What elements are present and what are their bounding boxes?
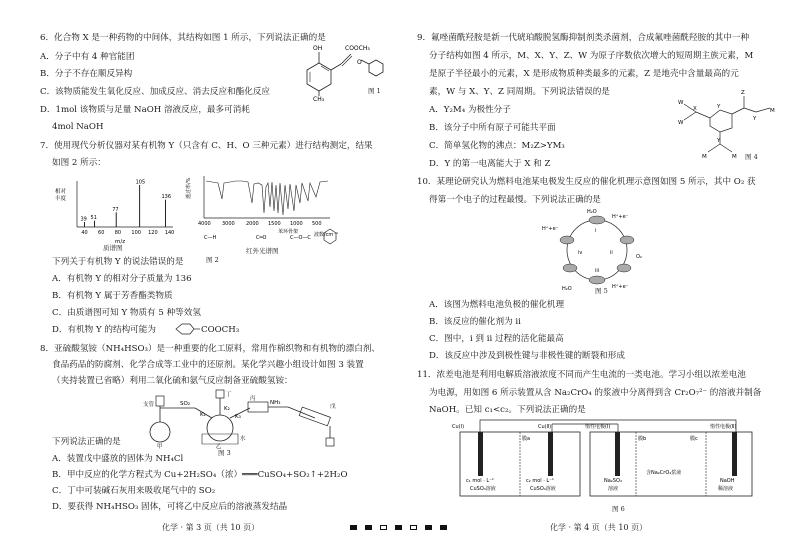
ir-benzene-icon [320,225,342,247]
q11-membrane-b: 膜b [638,436,647,442]
q11-stem-cont2: NaOH。已知 c₁<c₂。下列说法正确的是 [429,405,586,415]
ms-peak-label-39: 39 [80,216,87,223]
q11-sol1-name: CuSO₄溶液 [470,486,496,492]
ir-group-3: C—O—C [290,235,311,241]
ms-tick-40: 40 [81,230,88,236]
q7-option-d: D．有机物 Y 的结构可能为 [52,325,156,335]
ir-group-1: C═O [256,235,267,241]
ms-tick-100: 100 [131,230,141,236]
q9-figure-caption: 图 4 [745,153,758,161]
q8-option-d: D．要获得 NH₄HSO₃ 固体，可将乙中反应后的溶液蒸发结晶 [52,502,288,512]
ir-xlabel: 红外光谱图 [246,247,279,255]
q11-sol2-conc: c₂ mol · L⁻¹ [526,478,554,484]
ms-xlabel: 质谱图 [103,244,123,252]
q8-ding-label: 丁 [226,392,232,398]
q7-stem-cont: 如图 2 所示： [52,158,106,168]
right-page [405,0,800,550]
left-page [0,0,395,550]
q11-cu2-label: Cu(Ⅱ) [538,424,552,430]
q9-option-a: A．Y₂M₄ 为极性分子 [429,105,511,115]
q10-option-b: B．该反应的催化剂为 ii [429,317,521,327]
ms-peak-label-105: 105 [135,179,146,186]
q8-jia-label: 甲 [157,444,163,450]
q8-k2-label: K₂ [224,406,230,412]
q7-option-c: C．由质谱图可知 Y 物质有 5 种等效氢 [52,308,201,318]
left-footer: 化学 · 第 3 页（共 10 页） [162,523,260,532]
q11-inert2-label: 惰性电极(Ⅱ) [710,424,737,430]
q9-atom-m2: M [702,154,707,160]
q11-sol3-name: Na₂SO₄ [604,478,622,484]
ms-tick-140: 140 [164,230,175,236]
ir-tick-3000: 3000 [222,221,235,227]
q9-structure-figure [660,82,790,164]
ms-peak-label-77: 77 [112,206,119,213]
q8-yi-label: 乙 [216,444,222,450]
q9-atom-w2: W [678,120,684,126]
q8-option-b: B．甲中反应的化学方程式为 Cu+2H₂SO₄（浓）═══CuSO₄+SO₂↑+2H₂O [52,470,348,480]
q11-inert1-label: 惰性电极(Ⅰ) [585,424,611,430]
ir-group-2: 苯环骨架 [278,229,299,235]
q10-mechanism-figure [540,208,655,293]
right-footer: 化学 · 第 4 页（共 10 页） [550,523,648,532]
q8-stem-cont1: 食品药品的防腐剂、化学合成等工业中的还原剂。某化学兴趣小组设计如图 3 装置 [52,360,364,370]
ir-ylabel: 透过率/% [186,177,192,199]
q7-stem: 7．使用现代分析仪器对某有机物 Y（只含有 C、H、O 三种元素）进行结构测定，结果 [40,141,373,151]
q8-figure-caption: 图 3 [218,449,231,457]
q6-option-b: B．分子不存在顺反异构 [40,69,133,79]
q8-k1-label: K₁ [200,412,206,418]
q6-option-d-cont: 4mol NaOH [52,122,104,132]
ms-tick-60: 60 [98,230,105,236]
q7-option-a: A．有机物 Y 的相对分子质量为 136 [52,274,192,284]
ir-wavenumber-label: 波数/cm⁻¹ [314,232,338,238]
q10-h2o-top: H₂O [587,209,597,215]
q6-oh-label: OH [313,45,323,52]
q9-stem-cont2: 是原子半径最小的元素，X 是形成物质种类最多的元素，Z 是地壳中含量最高的元 [429,69,739,79]
q9-option-d: D．Y 的第一电离能大于 X 和 Z [429,159,551,169]
q9-atom-m3: M [732,154,737,160]
ms-tick-120: 120 [148,230,158,236]
ir-tick-2000: 2000 [246,221,259,227]
q10-step-i: i [595,228,597,234]
q10-figure-caption: 图 5 [595,287,608,295]
q10-stem: 10．某理论研究认为燃料电池某电极发生反应的催化机理示意图如图 5 所示，其中 O₂ 获 [417,177,756,187]
q11-sol5-suffix: 稀溶液 [718,486,734,492]
q8-option-a: A．装置戊中盛放的固体为 NH₄Cl [52,454,184,464]
q9-stem-cont3: 素，W 与 X、Y、Z 同周期。下列说法错误的是 [429,87,610,97]
q11-stem-cont1: 为电源，用如图 6 所示装置从含 Na₂CrO₄ 的浆液中分离得到含 Cr₂O₇²⁻ 的溶液并制备 [429,388,762,398]
q8-apparatus-figure [140,388,350,448]
q8-wu-label: 戊 [330,404,336,410]
q8-so2-label: SO₂ [180,401,191,407]
q11-cell-figure [440,414,760,506]
q11-sol1-conc: c₁ mol · L⁻¹ [466,478,494,484]
q10-step-iii: iii [595,268,600,274]
q9-atom-x1: X [693,106,697,112]
q10-o2: O₂ [636,254,642,260]
q11-cu1-label: Cu(Ⅰ) [452,424,465,430]
q11-sol2-name: CuSO₄溶液 [530,486,556,492]
ms-mz-label: m/z [115,239,126,245]
q10-step-ii: ii [610,250,613,256]
ms-peak-label-51: 51 [90,215,97,222]
q11-membrane-c: 膜c [690,436,698,442]
q6-o-label: O [357,59,362,66]
ir-tick-500: 500 [312,221,322,227]
q9-option-b: B．该分子中所有原子可能共平面 [429,123,556,133]
q11-figure-caption: 图 6 [612,505,625,513]
q8-option-c: C．丁中可装碱石灰用来吸收尾气中的 SO₂ [52,486,216,496]
q10-stem-cont: 得第一个电子的过程最慢。下列说法正确的是 [429,195,601,205]
q9-atom-z1: Z [741,90,745,96]
ms-ylabel-1: 相对 [55,189,67,195]
q8-support-label: 支管 [143,402,155,408]
q11-sol5-name: NaOH [720,478,735,484]
q8-k3-label: K₃ [235,414,241,420]
q11-sol3-suffix: 溶液 [608,486,619,492]
q7-d-benzene-icon [170,318,200,340]
q7-option-b: B．有机物 Y 属于芳香酯类物质 [52,291,173,301]
q6-option-a: A．分子中有 4 种官能团 [40,52,135,62]
ir-group-0: C—H [204,235,217,241]
q6-option-d: D．1mol 该物质与足量 NaOH 溶液反应，最多可消耗 [40,105,250,115]
q8-stem: 8．亚硫酸氢铵（NH₄HSO₃）是一种重要的化工原料，常用作棉织物和有机物的漂白剂、 [40,344,380,354]
q9-stem-cont1: 分子结构如图 4 所示，M、X、Y、Z、W 为原子序数依次增大的短周期主族元素，M [429,51,754,61]
q9-option-c: C．简单氢化物的沸点：M₂Z>YM₃ [429,141,565,151]
q9-atom-y3: Y [717,138,721,144]
q9-atom-m1: M [770,108,775,114]
q10-hplus-bottom: H⁺+e⁻ [612,284,629,290]
q8-nh3-label: NH₃ [270,400,281,406]
q11-membrane-a: 膜a [522,436,531,442]
q10-step-iv: iv [578,250,583,256]
q7-intro: 下列关于有机物 Y 的说法错误的是 [52,257,184,267]
q10-hplus-left: H⁺+e⁻ [542,226,559,232]
q7-figure-caption: 图 2 [206,256,219,264]
q9-atom-w1: W [678,100,684,106]
q10-h2o-bottom: H₂O [562,286,572,292]
q9-atom-y1: Y [717,104,721,110]
ms-tick-80: 80 [114,230,122,236]
q6-figure-caption: 图 1 [368,87,381,95]
q8-water-label: 水 [240,436,246,442]
ms-peak-label-136: 136 [161,194,172,201]
ir-tick-4000: 4000 [198,221,211,227]
ir-tick-1500: 1500 [268,221,281,227]
q7-mass-spectrum [55,175,180,245]
q10-option-c: C．图中，i 到 ii 过程的活化能最高 [429,334,564,344]
q9-atom-y2: Y [753,116,757,122]
q6-option-c: C．该物质能发生氧化反应、加成反应、消去反应和酯化反应 [40,87,271,97]
ms-ylabel-2: 丰度 [55,196,67,202]
q8-intro: 下列说法正确的是 [52,437,121,447]
q11-sol4-name: 含Na₂CrO₄浆液 [646,470,682,476]
q10-hplus-top: H⁺+e⁻ [612,214,629,220]
q6-stem: 6．化合物 X 是一种药物的中间体，其结构如图 1 所示，下列说法正确的是 [40,33,326,43]
ir-tick-1000: 1000 [290,221,303,227]
q10-option-a: A．该图为燃料电池负极的催化机理 [429,300,565,310]
q10-option-d: D．该反应中涉及到极性键与非极性键的断裂和形成 [429,351,625,361]
q6-cooch3-label: COOCH₃ [345,45,370,52]
q7-d-group: COOCH₃ [201,325,240,335]
q8-bing-label: 丙 [250,396,256,402]
q8-stem-cont2: （夹持装置已省略）利用二氧化硫和氨气反应制备亚硫酸氢铵： [52,376,293,386]
q11-stem: 11．浓差电池是利用电解质溶液浓度不同而产生电流的一类电池。学习小组以浓差电池 [417,370,746,380]
q9-stem: 9．氟唑菌酰羟胺是新一代琥珀酸脱氢酶抑制剂类杀菌剂，合成氟唑菌酰羟胺的其中一种 [417,33,750,43]
q6-ch3-label: CH₃ [313,96,325,103]
